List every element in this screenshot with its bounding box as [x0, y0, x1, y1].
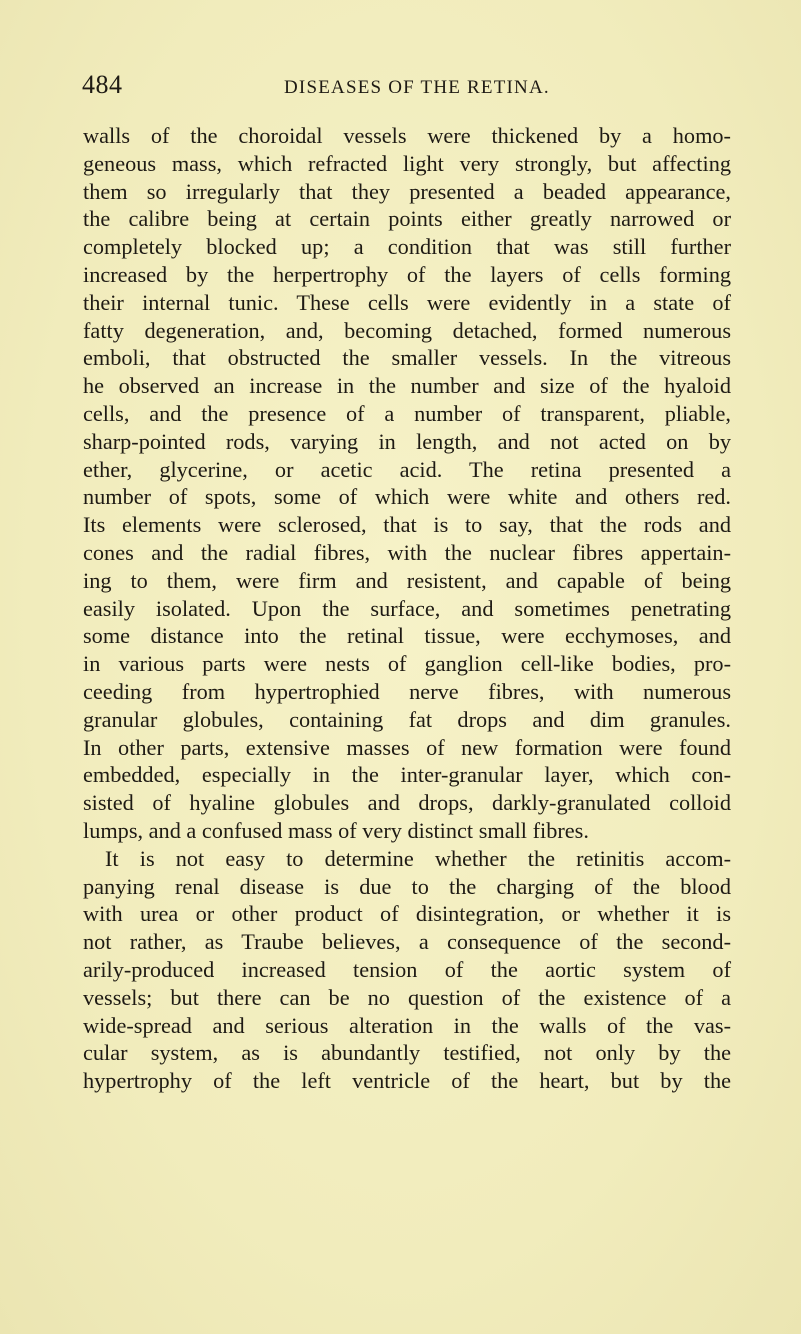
text-line: in various parts were nests of ganglion cell-like bodies, pro- — [83, 651, 731, 677]
text-line: easily isolated. Upon the surface, and sometimes penetrating — [83, 595, 731, 621]
text-line: sharp-pointed rods, varying in length, and not acted on by — [83, 428, 731, 454]
text-line: some distance into the retinal tissue, were ecchymoses, and — [83, 623, 731, 649]
text-line: lumps, and a confused mass of very distinct small fibres. — [83, 817, 589, 843]
text-line: them so irregularly that they presented a beaded appearance, — [83, 178, 731, 204]
text-line: Its elements were sclerosed, that is to say, that the rods and — [83, 512, 731, 538]
text-line: fatty degeneration, and, becoming detached, formed numerous — [83, 317, 731, 343]
text-line: ether, glycerine, or acetic acid. The retina presented a — [83, 456, 731, 482]
text-line: granular globules, containing fat drops and dim granules. — [83, 706, 731, 732]
text-line: he observed an increase in the number and size of the hyaloid — [83, 373, 731, 399]
text-line: ing to them, were firm and resistent, and capable of being — [83, 567, 731, 593]
body-text — [83, 122, 731, 1095]
text-line: cones and the radial fibres, with the nuclear fibres appertain- — [83, 539, 731, 565]
text-line: ceeding from hypertrophied nerve fibres, with numerous — [83, 678, 731, 704]
text-line: cells, and the presence of a number of transparent, pliable, — [83, 400, 731, 426]
text-line: hypertrophy of the left ventricle of the heart, but by the — [83, 1068, 731, 1094]
text-line: walls of the choroidal vessels were thickened by a homo- — [83, 123, 731, 148]
text-line: embedded, especially in the inter-granular layer, which con- — [83, 762, 731, 788]
text-line: with urea or other product of disintegration, or whether it is — [83, 901, 731, 927]
text-line: vessels; but there can be no question of the existence of a — [83, 984, 731, 1010]
text-line: panying renal disease is due to the charging of the blood — [83, 873, 731, 899]
text-line: sisted of hyaline globules and drops, darkly-granulated colloid — [83, 790, 731, 816]
text-line: cular system, as is abundantly testified, not only by the — [83, 1040, 731, 1066]
text-line: number of spots, some of which were white and others red. — [83, 484, 731, 510]
text-line: the calibre being at certain points either greatly narrowed or — [83, 206, 731, 232]
text-line: wide-spread and serious alteration in the walls of the vas- — [83, 1012, 731, 1038]
running-head: DISEASES OF THE RETINA. — [284, 77, 550, 98]
text-line: their internal tunic. These cells were evidently in a state of — [83, 289, 731, 315]
text-line: arily-produced increased tension of the aortic system of — [83, 956, 731, 982]
text-line: geneous mass, which refracted light very strongly, but affecting — [83, 150, 731, 176]
page-number: 484 — [82, 70, 123, 99]
text-line: completely blocked up; a condition that was still further — [83, 234, 731, 260]
text-line: increased by the herpertrophy of the layers of cells forming — [83, 261, 731, 287]
text-line: not rather, as Traube believes, a consequence of the second- — [83, 929, 731, 955]
text-line: emboli, that obstructed the smaller vessels. In the vitreous — [83, 345, 731, 371]
text-line: It is not easy to determine whether the retinitis accom- — [105, 845, 731, 871]
text-line: In other parts, extensive masses of new formation were found — [83, 734, 731, 760]
